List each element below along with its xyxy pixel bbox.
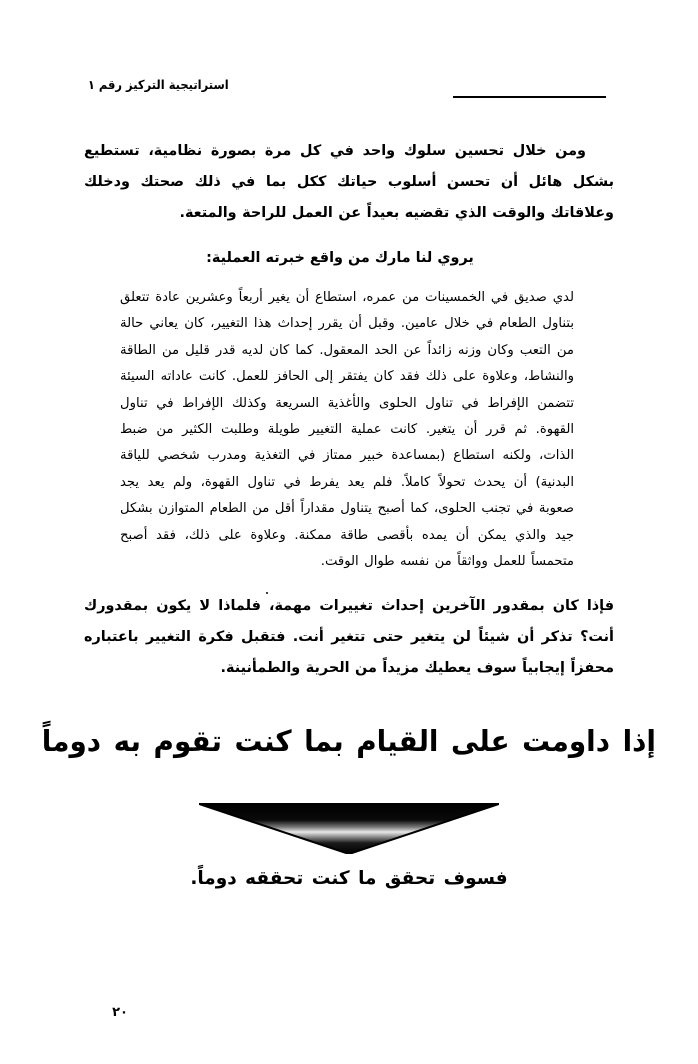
callout-bottom-text: فسوف تحقق ما كنت تحققه دوماً. [190,868,508,889]
page-header [0,0,698,110]
page-number: ٢٠ [112,1005,128,1020]
callout-bottom [0,866,698,892]
body-text-column [84,136,614,698]
running-header-title: استراتيجية التركيز رقم ١ [87,77,229,92]
block-quote-text: لدي صديق في الخمسينات من عمره، استطاع أن يغير أربعاً وعشرين عادة تتعلق بتناول الطعام في خلال عامين. وقبل أن يقرر إحداث هذا التغيير، كان يعاني حالة من التعب وكان وزنه زائداً عن الحد المعقول. كما كان لديه قدر قليل من الطاقة والنشاط، وعلاوة على ذلك فقد كان يفتقر إلى الحافز للعمل. كانت عاداته السيئة تتضمن الإفراط في تناول الحلوى والأغذية السريعة وكذلك الإفراط في تناول القهوة. ثم قرر أن يتغير. كانت عملية التغيير طويلة وطلبت الكثير من ضبط الذات، ولكنه استطاع (بمساعدة خبير ممتاز في التغذية ومدرب شخصي للياقة البدنية) أن يحدث تحولاً كاملاً. فلم يعد يفرط في تناول القهوة، ولم يعد يجد صعوبة في تجنب الحلوى، كما أصبح يتناول مقداراً أقل من الطعام المتوازن بشكل جيد والذي يمكن أن يمده بأقصى طاقة ممكنة. وعلاوة على ذلك، فقد أصبح متحمساً للعمل وواثقاً من نفسه طوال الوقت. [120,290,574,570]
callout-top-text: إذا داومت على القيام بما كنت تقوم به دوماً [41,724,657,758]
paragraph-1: ومن خلال تحسين سلوك واحد في كل مرة بصورة نظامية، تستطيع بشكل هائل أن تحسن أسلوب حياتك ككل بما في ذلك صحتك ودخلك وعلاقاتك والوقت الذي تقضيه بعيداً عن العمل للراحة والمتعة. [84,143,614,221]
closing-paragraph: فإذا كان بمقدور الآخرين إحداث تغييرات مهمة، فلماذا لا يكون بمقدورك أنت؟ تذكر أن شيئاً لن يتغير حتى تتغير أنت. فتقبل فكرة التغيير باعتباره محفزاً إيجابياً سوف يعطيك مزيداً من الحرية والطمأنينة. [84,598,614,677]
quote-intro-line: يروي لنا مارك من واقع خبرته العملية: [206,250,474,266]
page-footer [0,1001,698,1020]
down-triangle-arrow-icon [199,802,499,854]
running-header [86,74,606,95]
callout-top [0,722,698,761]
callout-arrow-container [0,802,698,854]
block-quote [120,285,574,575]
header-rule [453,96,606,98]
